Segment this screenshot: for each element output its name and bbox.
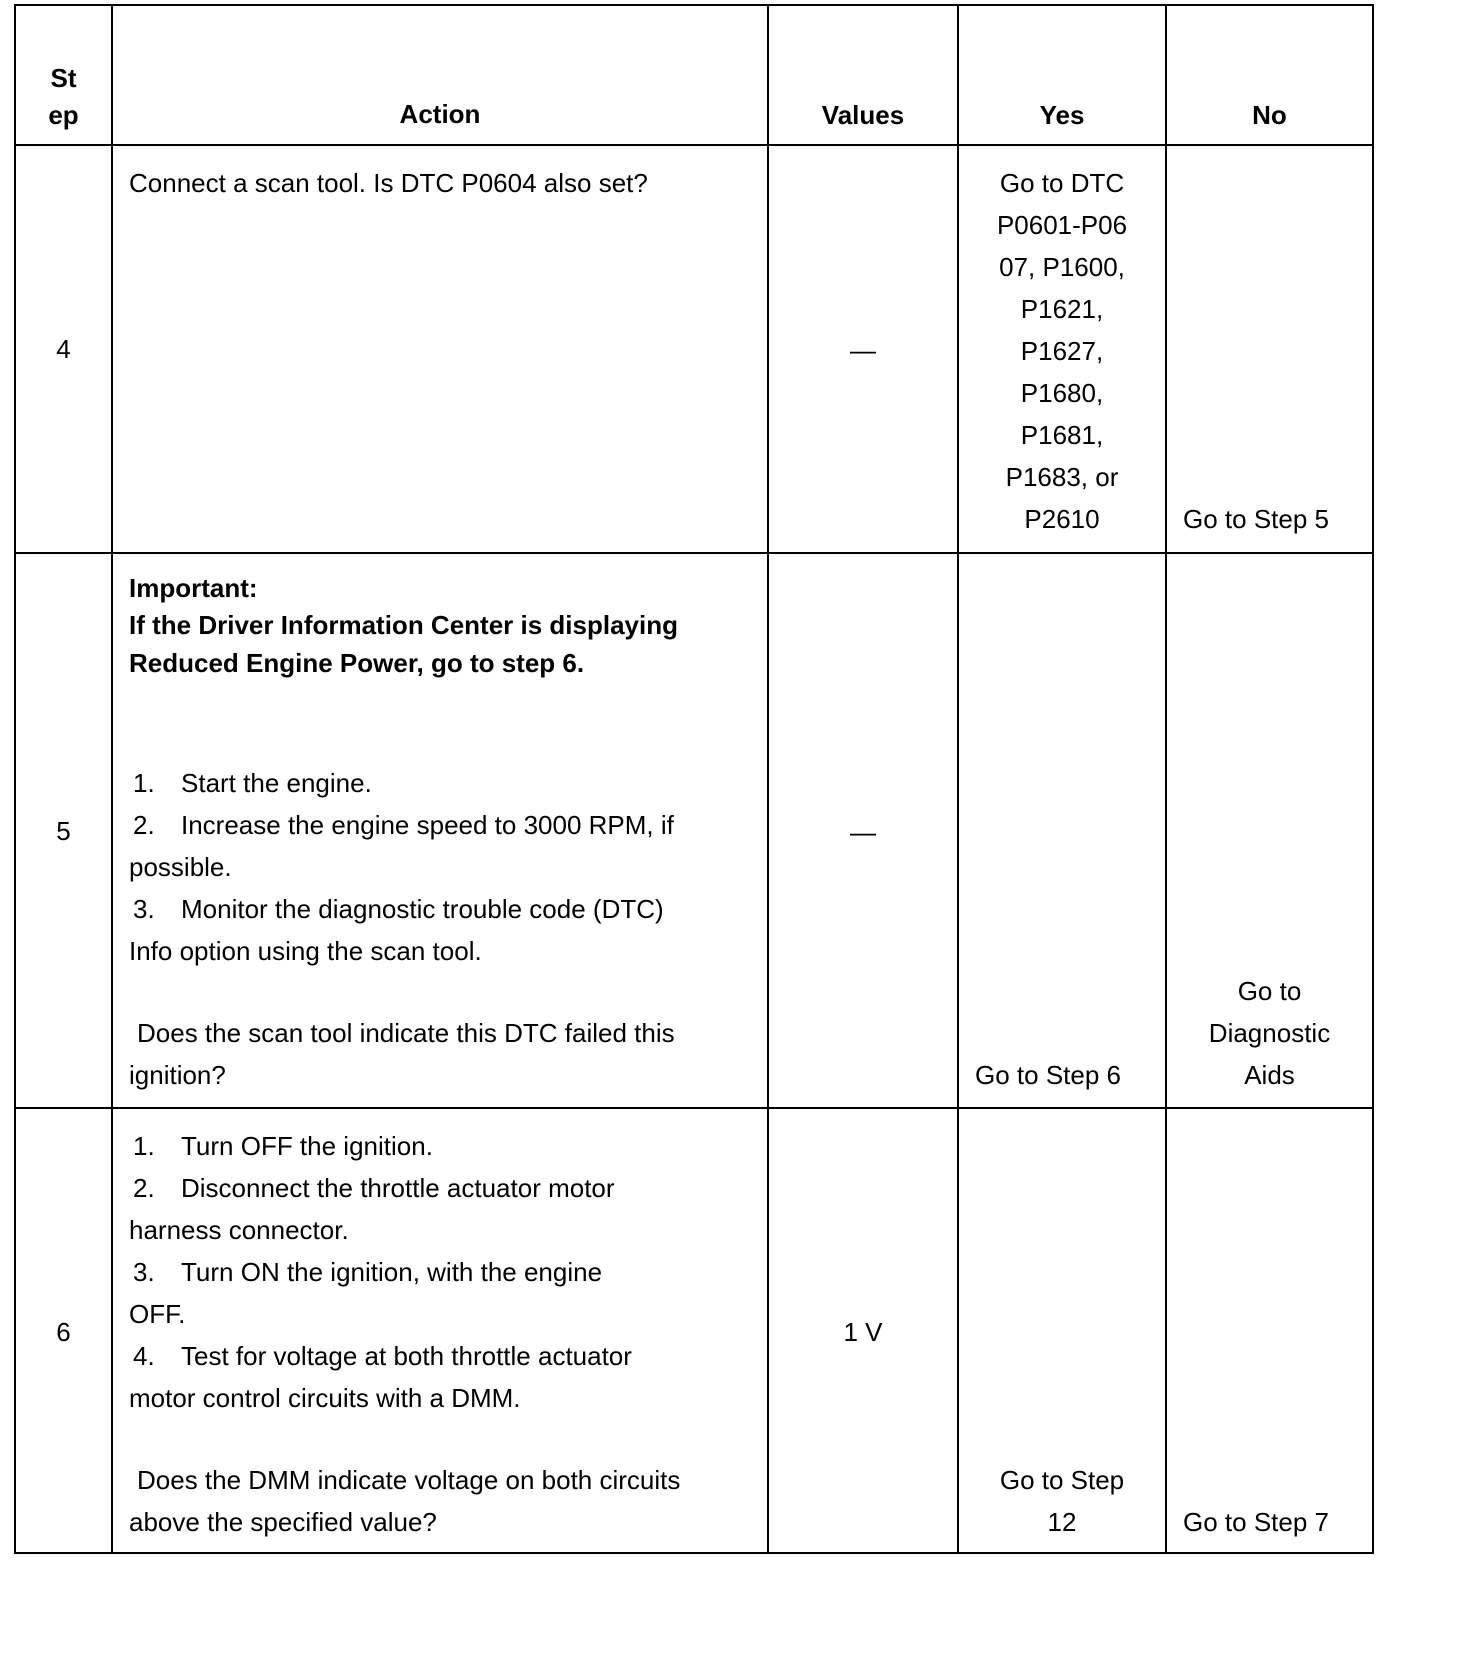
row-6-action-cell bbox=[111, 1107, 769, 1554]
row-5-item-2 bbox=[129, 803, 674, 848]
row-5-value: — bbox=[850, 817, 876, 847]
important-text: If the Driver Information Center is displaying bbox=[129, 610, 678, 640]
row-4-yes-line: 07, P1600, bbox=[999, 252, 1125, 282]
row-4-yes-line: P1621, bbox=[1020, 294, 1104, 324]
row-4-yes-line: P0601-P06 bbox=[996, 210, 1128, 240]
row-4-step: 4 bbox=[56, 334, 71, 364]
item-text: Turn OFF the ignition. bbox=[181, 1131, 433, 1161]
row-6-item-4-cont: motor control circuits with a DMM. bbox=[129, 1383, 521, 1413]
row-6-item-3 bbox=[129, 1250, 602, 1295]
row-4-yes-line: P2610 bbox=[1024, 504, 1100, 534]
header-step-line2: ep bbox=[48, 100, 79, 130]
row-5-no-cell bbox=[1165, 552, 1374, 1109]
header-action-cell bbox=[111, 4, 769, 146]
item-text: Turn ON the ignition, with the engine bbox=[181, 1257, 603, 1287]
row-5-yes-cell bbox=[957, 552, 1167, 1109]
row-4-yes-cell bbox=[957, 144, 1167, 554]
header-action: Action bbox=[399, 99, 481, 129]
row-5-question-cont: ignition? bbox=[129, 1060, 226, 1090]
row-6-item-2 bbox=[129, 1166, 615, 1211]
header-yes: Yes bbox=[1039, 100, 1085, 130]
header-yes-cell bbox=[957, 4, 1167, 146]
row-4-yes-line: P1627, bbox=[1020, 336, 1104, 366]
header-no-cell bbox=[1165, 4, 1374, 146]
item-number: 2. bbox=[133, 810, 155, 840]
row-5-question: Does the scan tool indicate this DTC failed this bbox=[137, 1018, 675, 1048]
row-4-action-text: Connect a scan tool. Is DTC P0604 also set? bbox=[129, 168, 648, 198]
row-5-no-line: Aids bbox=[1244, 1060, 1295, 1090]
row-5-yes: Go to Step 6 bbox=[975, 1060, 1121, 1090]
row-6-item-1 bbox=[129, 1124, 433, 1169]
header-step-cell bbox=[14, 4, 113, 146]
row-6-no: Go to Step 7 bbox=[1183, 1507, 1329, 1537]
item-number: 3. bbox=[133, 1257, 155, 1287]
row-4-value-cell bbox=[767, 144, 959, 554]
row-6-question: Does the DMM indicate voltage on both circuits bbox=[137, 1465, 681, 1495]
item-text: Test for voltage at both throttle actuator bbox=[181, 1341, 632, 1371]
row-5-value-cell bbox=[767, 552, 959, 1109]
row-6-question-cont: above the specified value? bbox=[129, 1507, 437, 1537]
row-6-item-2-cont: harness connector. bbox=[129, 1215, 349, 1245]
row-5-step-cell bbox=[14, 552, 113, 1109]
row-6-step: 6 bbox=[56, 1317, 71, 1347]
row-6-yes-line: 12 bbox=[1047, 1507, 1077, 1537]
row-5-step: 5 bbox=[56, 816, 71, 846]
header-step-line1: St bbox=[50, 63, 77, 93]
row-6-value: 1 V bbox=[843, 1317, 883, 1347]
item-number: 1. bbox=[133, 768, 155, 798]
row-5-item-1 bbox=[129, 761, 372, 806]
row-5-no-line: Diagnostic bbox=[1208, 1018, 1331, 1048]
row-4-action-cell bbox=[111, 144, 769, 554]
item-text: Disconnect the throttle actuator motor bbox=[181, 1173, 615, 1203]
row-5-item-3-cont: Info option using the scan tool. bbox=[129, 936, 482, 966]
row-6-item-4 bbox=[129, 1334, 632, 1379]
row-4-yes-line: P1680, bbox=[1020, 378, 1104, 408]
row-5-item-2-cont: possible. bbox=[129, 852, 232, 882]
row-5-item-3 bbox=[129, 887, 664, 932]
header-values-cell bbox=[767, 4, 959, 146]
item-number: 3. bbox=[133, 894, 155, 924]
diagnostic-table bbox=[14, 4, 1468, 1649]
item-text: Monitor the diagnostic trouble code (DTC) bbox=[181, 894, 664, 924]
row-4-no: Go to Step 5 bbox=[1183, 504, 1329, 534]
row-4-no-cell bbox=[1165, 144, 1374, 554]
header-values: Values bbox=[821, 100, 905, 130]
row-4-value: — bbox=[850, 335, 876, 365]
row-4-step-cell bbox=[14, 144, 113, 554]
row-6-item-3-cont: OFF. bbox=[129, 1299, 186, 1329]
important-text: Reduced Engine Power, go to step 6. bbox=[129, 648, 585, 678]
row-5-no-line: Go to bbox=[1237, 976, 1302, 1006]
row-4-yes-line: Go to DTC bbox=[999, 168, 1125, 198]
row-6-value-cell bbox=[767, 1107, 959, 1554]
header-no: No bbox=[1252, 100, 1287, 130]
row-6-yes-line: Go to Step bbox=[999, 1465, 1125, 1495]
item-text: Start the engine. bbox=[181, 768, 372, 798]
row-5-action-cell bbox=[111, 552, 769, 1109]
row-4-yes-line: P1683, or bbox=[1005, 462, 1119, 492]
important-label: Important: bbox=[129, 573, 258, 603]
row-6-step-cell bbox=[14, 1107, 113, 1554]
item-number: 1. bbox=[133, 1131, 155, 1161]
row-4-yes-line: P1681, bbox=[1020, 420, 1104, 450]
item-number: 2. bbox=[133, 1173, 155, 1203]
item-number: 4. bbox=[133, 1341, 155, 1371]
row-6-yes-cell bbox=[957, 1107, 1167, 1554]
row-6-no-cell bbox=[1165, 1107, 1374, 1554]
item-text: Increase the engine speed to 3000 RPM, if bbox=[181, 810, 674, 840]
